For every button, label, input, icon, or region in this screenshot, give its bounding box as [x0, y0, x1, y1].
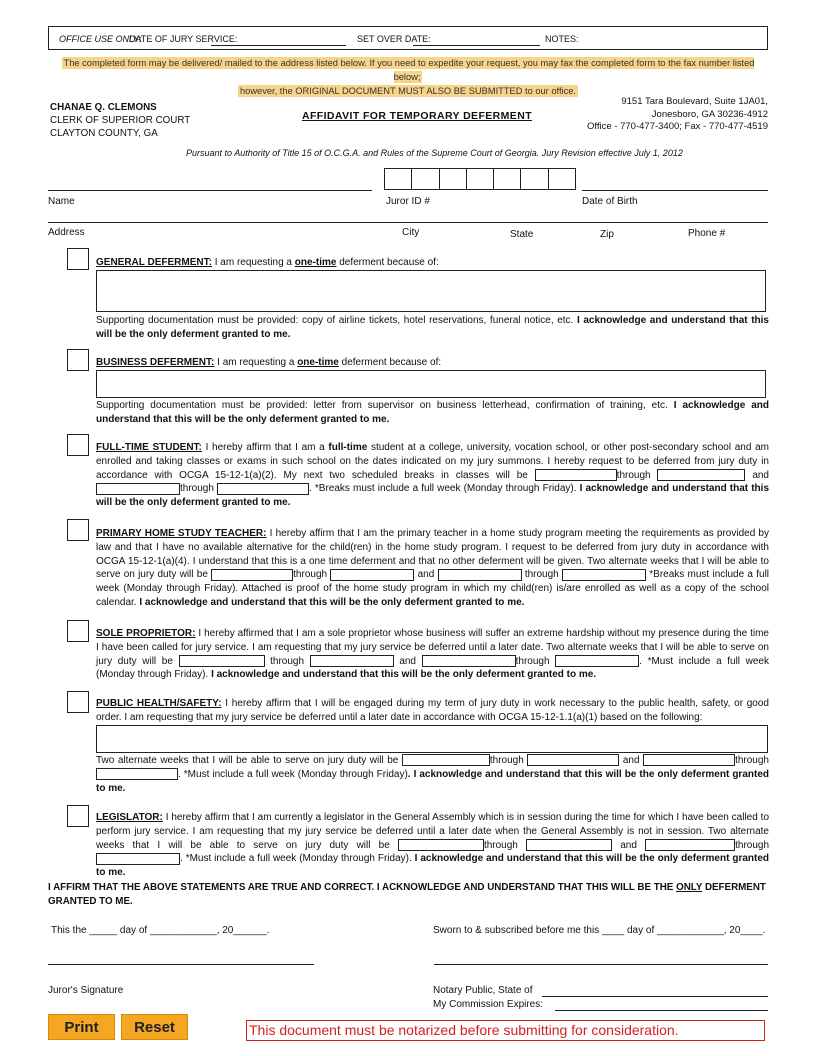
- authority-statement: Pursuant to Authority of Title 15 of O.C.G.A. and Rules of the Supreme Court of Georgia. Jury Revision effective July 1, 2012: [186, 148, 683, 158]
- general-deferment-checkbox[interactable]: [67, 248, 89, 270]
- juror-id-digit[interactable]: [521, 169, 548, 189]
- business-one-time: one-time: [297, 357, 339, 368]
- notice-line-1: The completed form may be delivered/ mailed to the address listed below. If you need to expedite your request, you may fax the completed form to the fax number listed below;: [63, 58, 755, 82]
- business-doc-text: Supporting documentation must be provided: letter from supervisor on business letterhead, confirmation of training, etc.: [96, 400, 674, 411]
- reset-button[interactable]: Reset: [121, 1014, 188, 1040]
- jury-service-date-label: DATE OF JURY SERVICE:: [129, 34, 238, 44]
- affirm-text-b: DEFERMENT GRANTED TO ME.: [48, 882, 766, 907]
- sworn-date-line[interactable]: Sworn to & subscribed before me this ____ day of ____________, 20____.: [433, 925, 766, 936]
- home-study-text: [96, 527, 769, 610]
- name-line: [48, 190, 372, 191]
- home-study-week1-start[interactable]: [211, 569, 293, 581]
- legislator-ack: I acknowledge and understand that this will be the only deferment granted to me.: [96, 853, 770, 879]
- address-label: Address: [48, 227, 85, 238]
- legislator-text-2: . *Must include a full week (Monday through Friday).: [180, 853, 415, 865]
- student-break1-start[interactable]: [535, 469, 617, 481]
- sole-prop-through-2: through: [515, 655, 550, 667]
- public-health-text-3: . *Must include a full week (Monday through Friday): [178, 768, 408, 780]
- business-intro: I am requesting a: [214, 357, 298, 368]
- general-doc-text: Supporting documentation must be provided: copy of airline tickets, hotel reservations, funeral notice, etc.: [96, 315, 577, 326]
- general-deferment-title: GENERAL DEFERMENT:: [96, 257, 212, 268]
- clerk-name: CHANAE Q. CLEMONS: [50, 102, 157, 113]
- sole-prop-week1-end[interactable]: [310, 655, 394, 667]
- sole-proprietor-text-1: I hereby affirmed that I am a sole proprietor whose business will suffer an extreme hardship without my presence during the time I have been called for jury service. I am requesting that my jury service be deferred until a later date. Two alternate weeks that I will be able to serve on jury duty will be: [96, 628, 769, 667]
- juror-id-digit[interactable]: [412, 169, 439, 189]
- phone-label: Phone #: [688, 228, 726, 239]
- business-deferment-title: BUSINESS DEFERMENT:: [96, 357, 215, 368]
- public-health-title: PUBLIC HEALTH/SAFETY:: [96, 698, 222, 709]
- student-full-time: full-time: [328, 442, 368, 453]
- student-ack: I acknowledge and understand that this will be the only deferment granted to me.: [96, 483, 770, 509]
- general-reason-input[interactable]: [96, 270, 766, 312]
- sole-proprietor-text-2: . *Must include a full week (Monday through Friday).: [96, 655, 769, 681]
- public-health-week2-start[interactable]: [643, 754, 735, 766]
- submission-notice: [48, 56, 768, 98]
- notary-state-line[interactable]: [542, 996, 768, 997]
- clerk-info: [50, 101, 190, 140]
- juror-id-digit[interactable]: [385, 169, 412, 189]
- juror-signature-label: Juror's Signature: [48, 985, 124, 996]
- student-through-1: through: [616, 469, 651, 481]
- legislator-week1-end[interactable]: [526, 839, 612, 851]
- notary-state-label: Notary Public, State of: [433, 985, 533, 996]
- dob-line[interactable]: [582, 190, 768, 191]
- public-health-text-1: I hereby affirm that I will be engaged during my term of jury duty in work necessary to the public health, safety, or good order. I am requesting that my jury service be deferred until a later date in accordance with OCGA 15-12-1.1(a)(1) based on the following:: [96, 698, 769, 723]
- sole-proprietor-text: [96, 627, 769, 682]
- general-documentation: [96, 314, 769, 342]
- sole-prop-week2-end[interactable]: [555, 655, 639, 667]
- commission-expires-line[interactable]: [555, 1010, 768, 1011]
- affirmation-statement: [48, 881, 770, 909]
- home-study-week2-start[interactable]: [438, 569, 522, 581]
- public-health-checkbox[interactable]: [67, 691, 89, 713]
- legislator-through-1: through: [483, 839, 518, 851]
- public-health-and: and: [622, 755, 640, 766]
- form-title: AFFIDAVIT FOR TEMPORARY DEFERMENT: [302, 110, 533, 122]
- legislator-week2-end[interactable]: [96, 853, 180, 865]
- sole-prop-week1-start[interactable]: [179, 655, 265, 667]
- legislator-week2-start[interactable]: [645, 839, 735, 851]
- public-health-through-2: through: [735, 755, 769, 766]
- juror-id-boxes[interactable]: [384, 168, 576, 190]
- legislator-week1-start[interactable]: [398, 839, 484, 851]
- home-study-through-2: through: [524, 569, 559, 581]
- business-deferment-heading: [96, 356, 769, 370]
- legislator-and: and: [620, 839, 637, 851]
- business-ack: I acknowledge and understand that this will be the only deferment granted to me.: [96, 400, 769, 425]
- juror-id-digit[interactable]: [494, 169, 521, 189]
- notarization-warning: This document must be notarized before submitting for consideration.: [246, 1020, 765, 1041]
- juror-signature-line[interactable]: [48, 964, 314, 965]
- legislator-text-1: I hereby affirm that I am currently a legislator in the General Assembly which is in session during the time for which I have been called to perform jury service. I am requesting that my jury service be deferred until a later date when the General Assembly is not in session. Two alternate weeks that I will be able to serve on jury duty will be: [96, 812, 769, 851]
- notice-line-2: however, the ORIGINAL DOCUMENT MUST ALSO BE SUBMITTED to our office.: [240, 86, 576, 96]
- student-text-2: student at a college, university, vocation school, or other post-secondary school and am enrolled and taking classes or exams in such school on the dates indicated on my jury summons. I hereby request to be deferred from jury duty in accordance with OCGA 15-12-1(a)(2). My next two scheduled breaks in classes will be: [96, 442, 769, 481]
- clerk-county: CLAYTON COUNTY, GA: [50, 128, 158, 139]
- name-label: Name: [48, 196, 75, 207]
- sole-prop-and: and: [399, 655, 416, 667]
- public-health-through-1: through: [489, 755, 524, 766]
- public-health-ack: . I acknowledge and understand that this will be the only deferment granted to me.: [96, 768, 769, 794]
- home-study-title: PRIMARY HOME STUDY TEACHER:: [96, 528, 267, 539]
- sole-proprietor-ack: I acknowledge and understand that this will be the only deferment granted to me.: [211, 669, 597, 681]
- office-use-label: OFFICE USE ONLY:: [59, 34, 142, 44]
- public-health-reason-input[interactable]: [96, 725, 768, 753]
- court-address: [587, 96, 768, 134]
- public-health-weeks: [96, 754, 769, 795]
- set-over-date-label: SET OVER DATE:: [357, 34, 431, 44]
- general-intro: I am requesting a: [211, 257, 295, 268]
- student-break2-end[interactable]: [217, 483, 309, 495]
- affirm-only: ONLY: [676, 882, 703, 893]
- sole-prop-week2-start[interactable]: [422, 655, 516, 667]
- office-use-box: [48, 26, 768, 50]
- home-study-text-1: I hereby affirm that I am the primary teacher in a home study program meeting the requirements as provided by law and that I have no available alternative for the child(ren) in the home study program. I request to be deferred from jury duty in accordance with OCGA 15-12-1(a)(4). I understand that this is a one time deferment and that no other deferment will be given. Two alternate weeks that I will be able to serve on jury duty will be: [96, 528, 769, 581]
- clerk-title: CLERK OF SUPERIOR COURT: [50, 115, 191, 126]
- affirm-text-a: I AFFIRM THAT THE ABOVE STATEMENTS ARE TRUE AND CORRECT. I ACKNOWLEDGE AND UNDERSTAND THAT THIS WILL BE THE: [48, 882, 677, 893]
- legislator-text: [96, 811, 769, 880]
- home-study-checkbox[interactable]: [67, 519, 89, 541]
- commission-expires-label: My Commission Expires:: [433, 999, 544, 1010]
- business-reason-input[interactable]: [96, 370, 766, 398]
- home-study-week2-end[interactable]: [562, 569, 646, 581]
- student-and: and: [752, 469, 769, 481]
- legislator-checkbox[interactable]: [67, 805, 89, 827]
- home-study-text-2: *Breaks must include a full week (Monday through Friday). Attached is proof of the home study program in which my child(ren) is/are enrolled as well as a copy of the school calendar.: [96, 569, 770, 608]
- student-deferment-text: [96, 441, 769, 510]
- student-title: FULL-TIME STUDENT:: [96, 442, 202, 453]
- sole-prop-through-1: through: [270, 655, 305, 667]
- public-health-text-2: Two alternate weeks that I will be able to serve on jury duty will be: [96, 755, 402, 766]
- student-break1-end[interactable]: [657, 469, 745, 481]
- juror-id-digit[interactable]: [440, 169, 467, 189]
- jury-service-date-line: [211, 45, 346, 46]
- juror-id-label: Juror ID #: [386, 196, 430, 207]
- business-deferment-checkbox[interactable]: [67, 349, 89, 371]
- sole-proprietor-checkbox[interactable]: [67, 620, 89, 642]
- address-line-2: Jonesboro, GA 30236-4912: [651, 108, 768, 120]
- juror-id-digit[interactable]: [549, 169, 575, 189]
- juror-id-digit[interactable]: [467, 169, 494, 189]
- student-deferment-checkbox[interactable]: [67, 434, 89, 456]
- address-line-1: 9151 Tara Boulevard, Suite 1JA01,: [621, 96, 768, 107]
- set-over-date-line: [413, 45, 540, 46]
- city-label: City: [402, 227, 420, 238]
- state-label: State: [510, 229, 534, 240]
- home-study-ack: I acknowledge and understand that this will be the only deferment granted to me.: [139, 596, 525, 608]
- general-one-time: one-time: [294, 257, 337, 268]
- student-through-2: through: [180, 483, 214, 495]
- notary-signature-line[interactable]: [434, 964, 768, 965]
- legislator-title: LEGISLATOR:: [96, 812, 163, 823]
- business-documentation: [96, 399, 769, 427]
- dob-label: Date of Birth: [582, 196, 638, 207]
- home-study-and: and: [417, 569, 435, 581]
- general-ack: I acknowledge and understand that this will be the only deferment granted to me.: [96, 315, 769, 340]
- general-deferment-heading: [96, 256, 769, 270]
- affidavit-date-line[interactable]: This the _____ day of ____________, 20______.: [51, 925, 270, 936]
- notes-label: NOTES:: [545, 34, 579, 44]
- home-study-through-1: through: [293, 569, 328, 581]
- print-button[interactable]: Print: [48, 1014, 115, 1040]
- business-intro-end: deferment because of:: [338, 357, 442, 368]
- public-health-week2-end[interactable]: [96, 768, 178, 780]
- address-line-3: Office - 770-477-3400; Fax - 770-477-4519: [587, 121, 768, 132]
- general-intro-end: deferment because of:: [336, 257, 439, 268]
- home-study-week1-end[interactable]: [330, 569, 414, 581]
- student-text-3: . *Breaks must include a full week (Monday through Friday).: [309, 483, 580, 495]
- legislator-through-2: through: [735, 839, 770, 851]
- sole-proprietor-title: SOLE PROPRIETOR:: [96, 628, 196, 639]
- public-health-text: [96, 697, 769, 725]
- public-health-week1-end[interactable]: [527, 754, 619, 766]
- zip-label: Zip: [600, 229, 614, 240]
- address-line[interactable]: [48, 222, 768, 223]
- public-health-week1-start[interactable]: [402, 754, 490, 766]
- student-break2-start[interactable]: [96, 483, 180, 495]
- student-text-1: I hereby affirm that I am a: [201, 442, 329, 453]
